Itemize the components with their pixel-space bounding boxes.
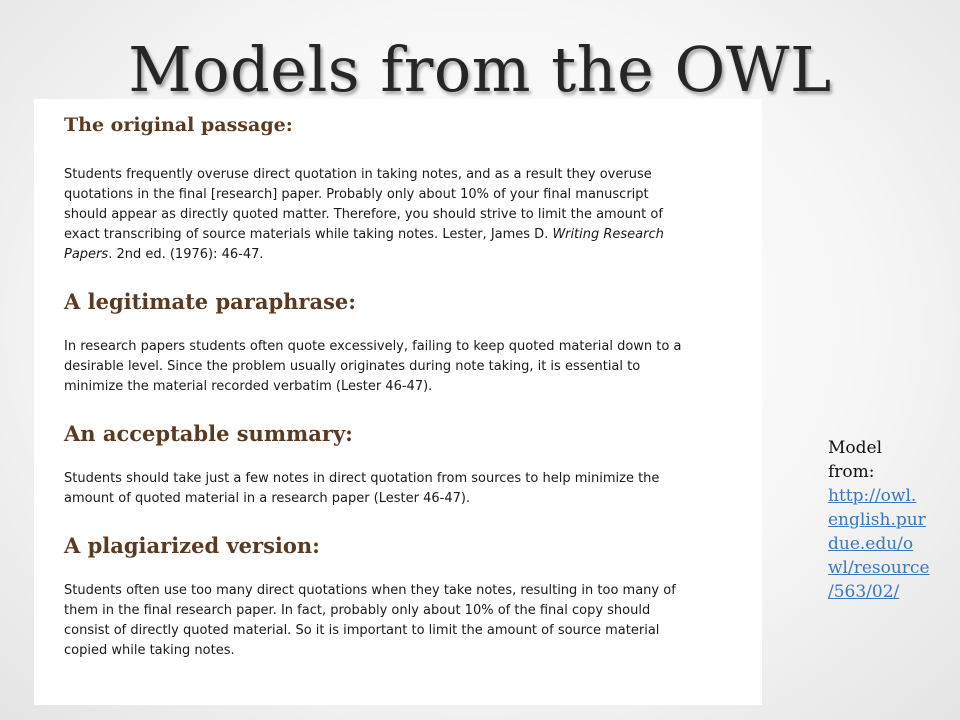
plagiarized-line-3: consist of directly quoted material. So it is important to limit the amount of source material bbox=[64, 623, 660, 638]
heading-original-passage: The original passage: bbox=[64, 114, 293, 136]
source-link-part-1[interactable]: http://owl. bbox=[828, 486, 917, 506]
original-line-1: Students frequently overuse direct quotation in taking notes, and as a result they overuse bbox=[64, 167, 652, 182]
citation-title-part-1: Writing Research bbox=[552, 227, 664, 242]
plagiarized-text bbox=[64, 581, 742, 661]
slide-title: Models from the OWL bbox=[128, 33, 832, 106]
heading-legitimate-paraphrase: A legitimate paraphrase: bbox=[64, 289, 357, 314]
source-link-part-3[interactable]: due.edu/o bbox=[828, 534, 914, 554]
citation-title-part-2: Papers bbox=[64, 247, 109, 262]
paraphrase-line-1: In research papers students often quote excessively, failing to keep quoted material down to a bbox=[64, 339, 682, 354]
paraphrase-line-3: minimize the material recorded verbatim (Lester 46-47). bbox=[64, 379, 433, 394]
original-passage-text bbox=[64, 165, 742, 265]
plagiarized-line-4: copied while taking notes. bbox=[64, 643, 235, 658]
plagiarized-line-2: them in the final research paper. In fact, probably only about 10% of the final copy should bbox=[64, 603, 651, 618]
heading-plagiarized-version: A plagiarized version: bbox=[64, 533, 320, 558]
source-note bbox=[828, 436, 958, 604]
source-link-part-5[interactable]: /563/02/ bbox=[828, 582, 900, 602]
plagiarized-line-1: Students often use too many direct quotations when they take notes, resulting in too many of bbox=[64, 583, 676, 598]
original-line-3: should appear as directly quoted matter. Therefore, you should strive to limit the amount of bbox=[64, 207, 663, 222]
paraphrase-line-2: desirable level. Since the problem usually originates during note taking, it is essential to bbox=[64, 359, 641, 374]
passage-screenshot-panel bbox=[34, 99, 762, 705]
original-line-4: exact transcribing of source materials while taking notes. Lester, James D. bbox=[64, 227, 553, 242]
original-line-2: quotations in the final [research] paper. Probably only about 10% of your final manuscript bbox=[64, 187, 649, 202]
source-link-part-2[interactable]: english.pur bbox=[828, 510, 926, 530]
source-note-label-1: Model bbox=[828, 438, 883, 458]
paraphrase-text bbox=[64, 337, 742, 397]
source-link-part-4[interactable]: wl/resource bbox=[828, 558, 930, 578]
source-note-label-2: from: bbox=[828, 462, 875, 482]
summary-line-1: Students should take just a few notes in direct quotation from sources to help minimize the bbox=[64, 471, 660, 486]
heading-acceptable-summary: An acceptable summary: bbox=[64, 421, 353, 446]
summary-line-2: amount of quoted material in a research paper (Lester 46-47). bbox=[64, 491, 471, 506]
original-line-5: . 2nd ed. (1976): 46-47. bbox=[108, 247, 264, 262]
summary-text bbox=[64, 469, 742, 509]
